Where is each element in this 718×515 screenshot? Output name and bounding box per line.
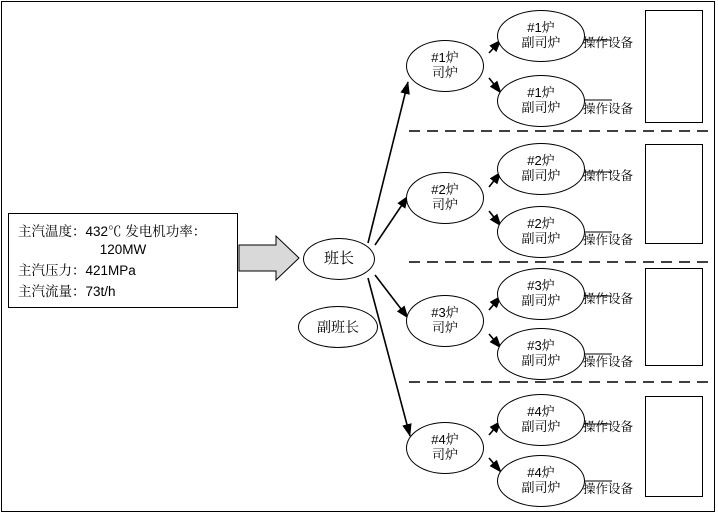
node-boiler-3-deputy-2[interactable]: #3炉 副司炉 [497, 328, 585, 380]
node-boiler-2-deputy-2[interactable]: #2炉 副司炉 [497, 206, 585, 258]
node-boiler-4-chief[interactable]: #4炉 司炉 [406, 422, 484, 474]
node-boiler-2-chief[interactable]: #2炉 司炉 [406, 172, 484, 224]
info-line-4: 主汽流量：73t/h [18, 283, 116, 299]
info-line-2: 120MW [99, 241, 147, 257]
info-line-3: 主汽压力：421MPa [18, 262, 136, 278]
node-boiler-2-deputy-1[interactable]: #2炉 副司炉 [497, 143, 585, 195]
equipment-box-b2[interactable] [645, 144, 703, 244]
node-shift-leader[interactable]: 班长 [303, 238, 375, 280]
node-deputy-shift-leader[interactable]: 副班长 [298, 306, 378, 348]
node-boiler-4-deputy-2[interactable]: #4炉 副司炉 [497, 455, 585, 507]
node-boiler-3-chief[interactable]: #3炉 司炉 [406, 295, 484, 347]
parameter-info-box [8, 213, 238, 308]
info-line-1: 主汽温度：432℃ 发电机功率： [18, 224, 207, 239]
equipment-label-b1-2: 操作设备 [583, 102, 634, 116]
equipment-label-b2-2: 操作设备 [583, 233, 634, 247]
equipment-box-b1[interactable] [645, 10, 703, 123]
equipment-label-b3-1: 操作设备 [583, 292, 634, 306]
node-boiler-4-deputy-1[interactable]: #4炉 副司炉 [497, 394, 585, 446]
equipment-label-b1-1: 操作设备 [583, 36, 634, 50]
node-boiler-1-deputy-1[interactable]: #1炉 副司炉 [497, 10, 585, 62]
equipment-label-b2-1: 操作设备 [583, 169, 634, 183]
equipment-label-b4-1: 操作设备 [583, 420, 634, 434]
equipment-label-b4-2: 操作设备 [583, 482, 634, 496]
node-boiler-1-deputy-2[interactable]: #1炉 副司炉 [497, 75, 585, 127]
node-boiler-1-chief[interactable]: #1炉 司炉 [406, 40, 484, 92]
equipment-box-b3[interactable] [645, 268, 703, 366]
equipment-label-b3-2: 操作设备 [583, 355, 634, 369]
node-boiler-3-deputy-1[interactable]: #3炉 副司炉 [497, 268, 585, 320]
equipment-box-b4[interactable] [645, 396, 703, 497]
